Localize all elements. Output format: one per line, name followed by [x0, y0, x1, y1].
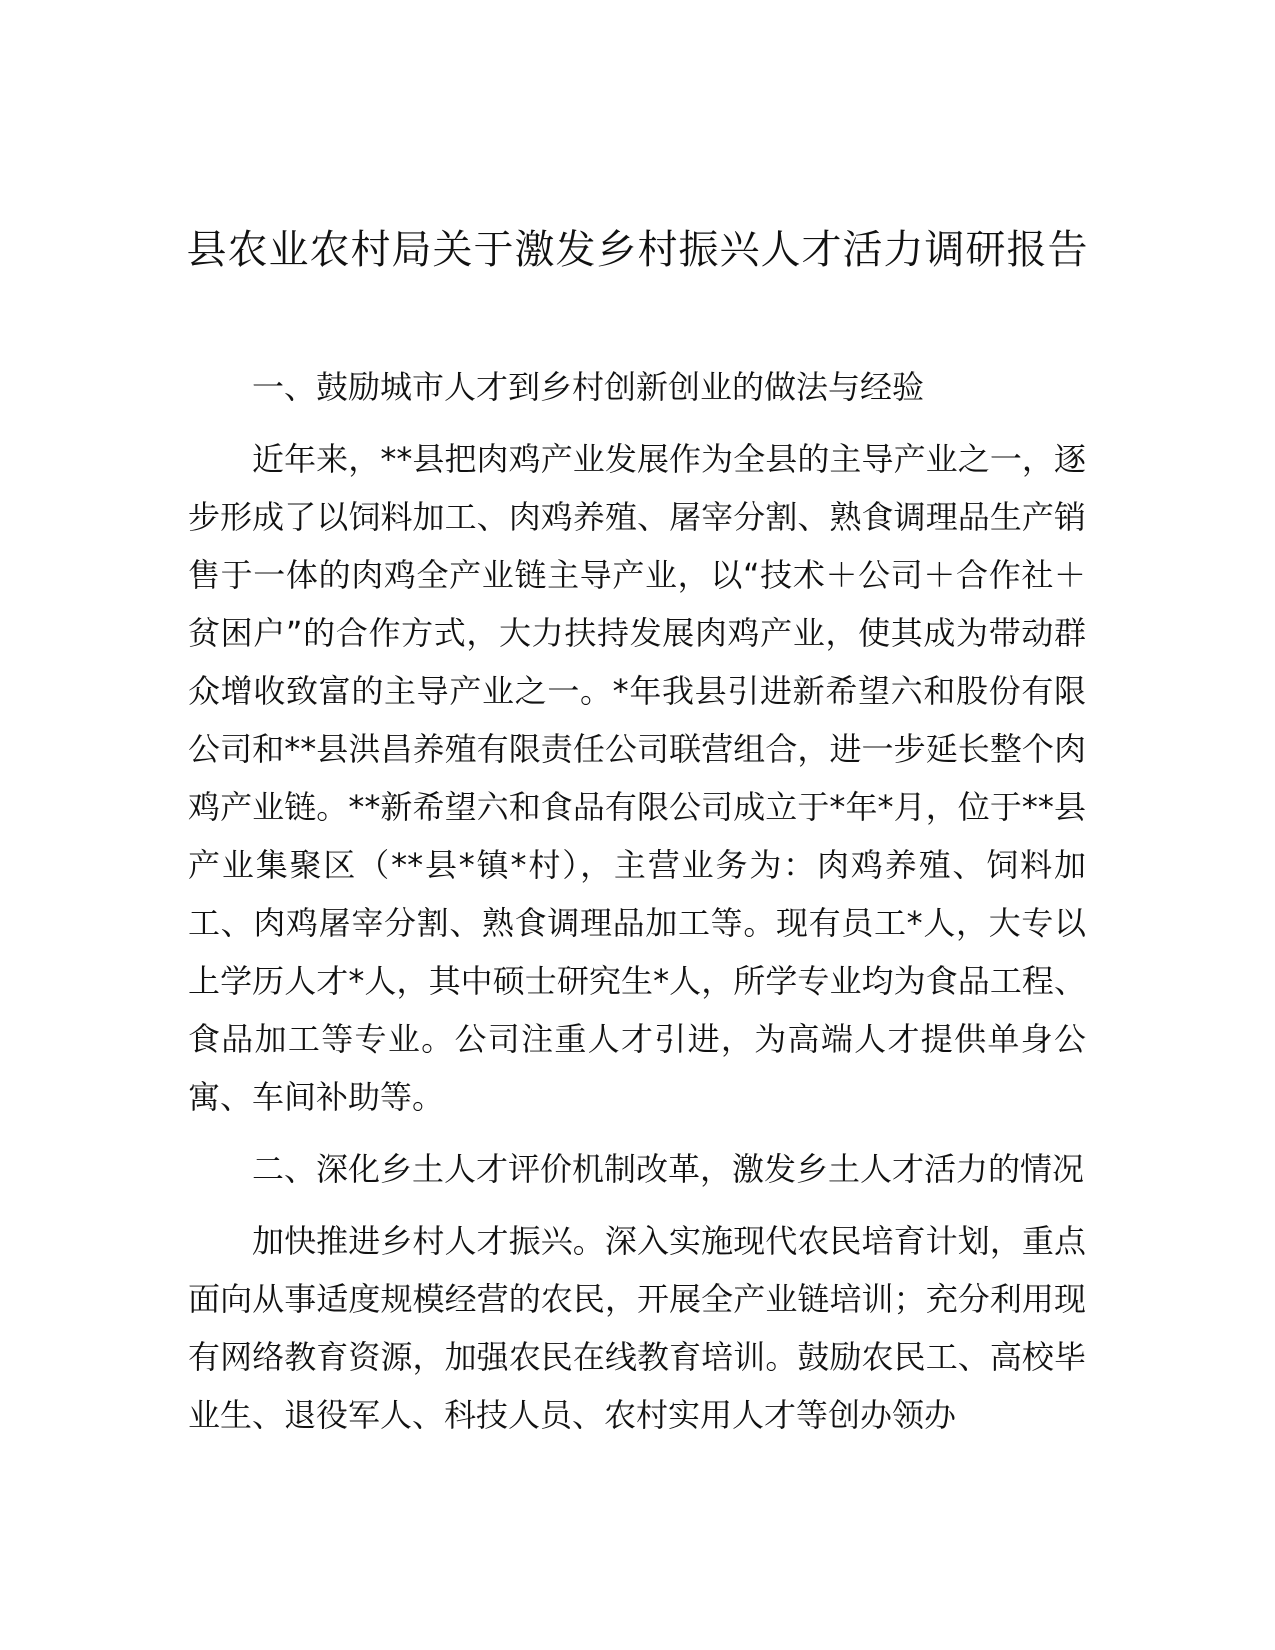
document-body — [188, 358, 1086, 1444]
document-title: 县农业农村局关于激发乡村振兴人才活力调研报告 — [186, 227, 1089, 273]
section-1-paragraph: 近年来，**县把肉鸡产业发展作为全县的主导产业之一，逐步形成了以饲料加工、肉鸡养殖、屠宰分割、熟食调理品生产销售于一体的肉鸡全产业链主导产业，以“技术＋公司＋合作社＋贫困户”的合作方式，大力扶持发展肉鸡产业，使其成为带动群众增收致富的主导产业之一。*年我县引进新希望六和股份有限公司和**县洪昌养殖有限责任公司联营组合，进一步延长整个肉鸡产业链。**新希望六和食品有限公司成立于*年*月，位于**县产业集聚区（**县*镇*村），主营业务为：肉鸡养殖、饲料加工、肉鸡屠宰分割、熟食调理品加工等。现有员工*人，大专以上学历人才*人，其中硕士研究生*人，所学专业均为食品工程、食品加工等专业。公司注重人才引进，为高端人才提供单身公寓、车间补助等。 — [188, 440, 1086, 1116]
section-1-heading: 一、鼓励城市人才到乡村创新创业的做法与经验 — [252, 368, 925, 406]
section-2-paragraph: 加快推进乡村人才振兴。深入实施现代农民培育计划，重点面向从事适度规模经营的农民，开展全产业链培训；充分利用现有网络教育资源，加强农民在线教育培训。鼓励农民工、高校毕业生、退役军人、科技人员、农村实用人才等创办领办 — [188, 1222, 1086, 1434]
section-2-heading: 二、深化乡土人才评价机制改革，激发乡土人才活力的情况 — [252, 1150, 1085, 1188]
